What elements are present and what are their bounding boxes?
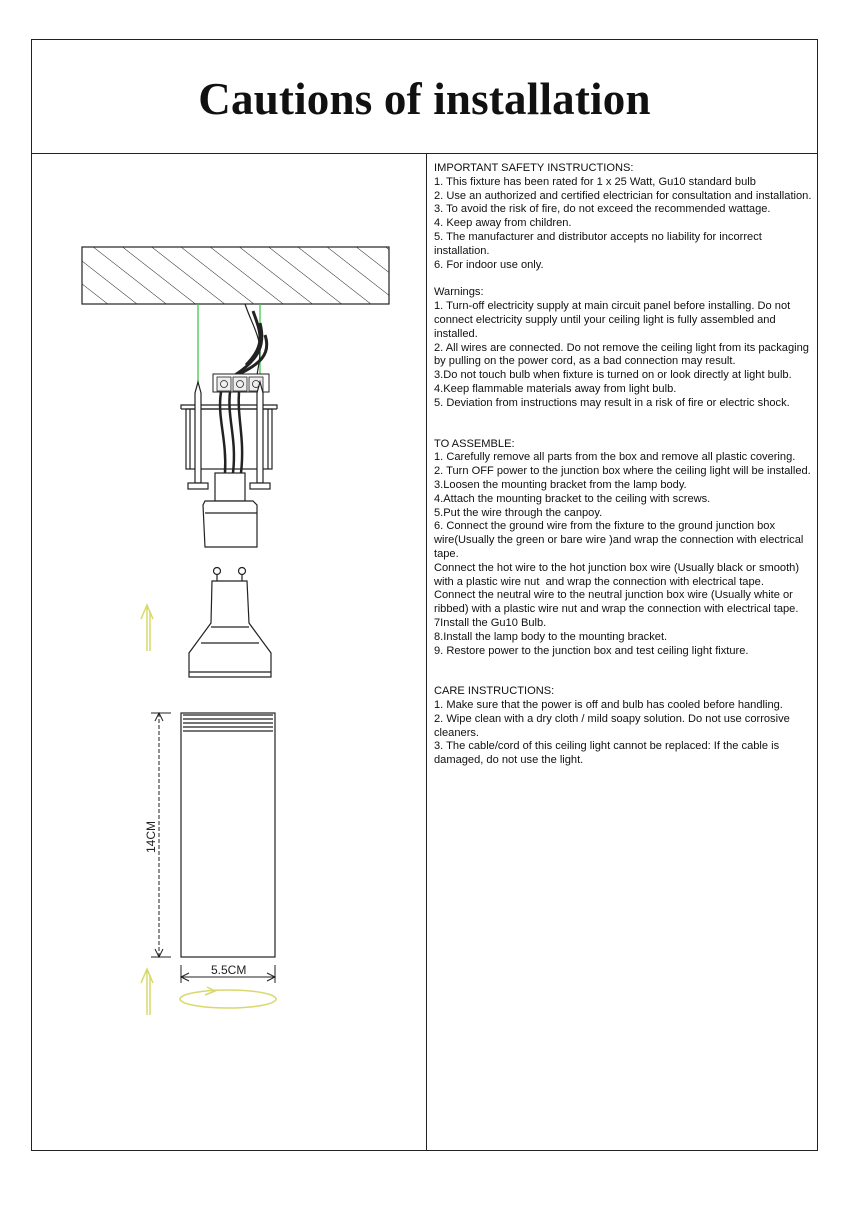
assemble-item: 5.Put the wire through the canpoy. [434,506,603,519]
safety-item: 3. To avoid the risk of fire, do not exceed the recommended wattage. [434,203,771,216]
height-label: 14CM [144,820,158,853]
assemble-item: 4.Attach the mounting bracket to the ceiling with screws. [434,492,711,505]
assemble-item: Connect the neutral wire to the neutral junction box wire (Usually white or ribbed) with a plastic wire nut and wrap the connection with electrical tape. [434,589,799,616]
assemble-item: Connect the hot wire to the hot junction box wire (Usually black or smooth) with a plastic wire nut and wrap the connection with electrical tape. [434,561,803,588]
assemble-item: 9. Restore power to the junction box and test ceiling light fixture. [434,644,749,657]
assemble-item: 2. Turn OFF power to the junction box where the ceiling light will be installed. [434,465,811,478]
warning-item: 2. All wires are connected. Do not remove the ceiling light from its packaging by pulling on the power cord, as a bad connection may result. [434,341,813,368]
care-heading: CARE INSTRUCTIONS: [434,685,555,698]
title-row [32,40,817,154]
installation-diagram [31,153,425,1151]
warning-item: 5. Deviation from instructions may result in a risk of fire or electric shock. [434,396,790,409]
assemble-item: 1. Carefully remove all parts from the box and remove all plastic covering. [434,451,796,464]
care-item: 2. Wipe clean with a dry cloth / mild soapy solution. Do not use corrosive cleaners. [434,712,793,739]
lamp-body [181,713,275,957]
warning-item: 1. Turn-off electricity supply at main circuit panel before installing. Do not connect electricity supply until your ceiling light is fully assembled and installed. [434,300,794,340]
instructions-column [434,162,819,768]
warning-item: 3.Do not touch bulb when fixture is turned on or look directly at light bulb. [434,369,792,382]
warning-item: 4.Keep flammable materials away from light bulb. [434,382,677,395]
assemble-item: 3.Loosen the mounting bracket from the lamp body. [434,478,687,491]
screw-left [188,382,208,489]
assemble-item: 7Install the Gu10 Bulb. [434,616,547,629]
assemble-section [434,438,819,659]
warnings-heading: Warnings: [434,286,484,299]
up-arrow-icon [141,969,153,1015]
safety-item: 2. Use an authorized and certified electrician for consultation and installation. [434,189,812,202]
rotate-arrow-icon [180,987,276,1008]
bracket-wires [220,392,242,473]
care-item: 1. Make sure that the power is off and bulb has cooled before handling. [434,699,783,712]
safety-heading: IMPORTANT SAFETY INSTRUCTIONS: [434,162,634,174]
care-item: 3. The cable/cord of this ceiling light cannot be replaced: If the cable is damaged, do not use the light. [434,740,783,767]
page-title: Cautions of installation [198,73,651,124]
column-divider [426,154,427,1151]
safety-section [434,162,819,272]
care-section [434,685,819,768]
up-arrow-icon [141,605,153,651]
safety-item: 6. For indoor use only. [434,258,544,271]
assemble-heading: TO ASSEMBLE: [434,437,515,450]
screw-right [250,382,270,489]
safety-item: 5. The manufacturer and distributor accepts no liability for incorrect installation. [434,230,765,257]
assemble-item: 8.Install the lamp body to the mounting bracket. [434,630,668,643]
ceiling-hatch [82,247,389,304]
width-label: 5.5CM [211,963,247,977]
safety-item: 4. Keep away from children. [434,217,572,230]
gu10-bulb [189,568,271,678]
lamp-socket [203,473,257,547]
warnings-section [434,286,819,410]
safety-item: 1. This fixture has been rated for 1 x 25 Watt, Gu10 standard bulb [434,175,756,188]
assemble-item: 6. Connect the ground wire from the fixture to the ground junction box wire(Usually the green or bare wire )and wrap the connection with electrical tape. [434,520,807,560]
